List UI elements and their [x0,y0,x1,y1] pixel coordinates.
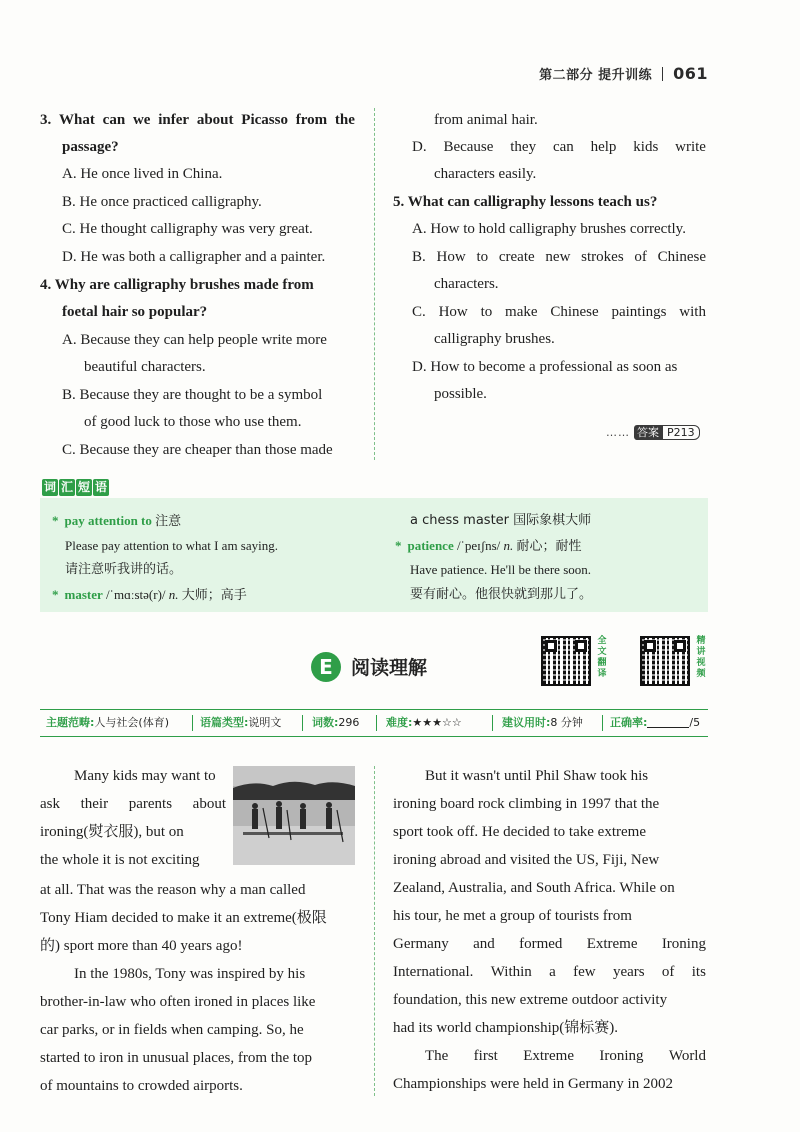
option-3b: B. He once practiced calligraphy. [62,194,262,210]
passage-left-line: of mountains to crowded airports. [40,1078,243,1094]
info-divider [192,715,193,731]
vocab-entry-master: * master /ˈmɑːstə(r)/ n. 大师；高手 [52,587,247,603]
option-5d-line-1: D. How to become a professional as soon as [412,359,678,375]
option-3c: C. He thought calligraphy was very great. [62,221,313,237]
passage-left-line: 的) sport more than 40 years ago! [40,938,243,954]
info-divider [602,715,603,731]
column-divider-top [374,108,375,460]
vocab-example-1-cn: 请注意听我讲的话。 [65,562,183,577]
question-4-line-2: foetal hair so popular? [62,304,208,320]
answer-page: P213 [662,425,700,440]
passage-left-line: car parks, or in fields when camping. So, he [40,1022,304,1038]
vocab-tag-char: 汇 [60,480,73,494]
vocab-entry-pay-attention: * pay attention to 注意 [52,513,182,529]
qr-code-icon[interactable] [541,636,591,686]
passage-left-line: started to iron in unusual places, from the top [40,1050,313,1066]
option-4d-line-1: D. Because they can help kids write [412,139,706,155]
vocab-tag [42,479,110,496]
passage-right-line: sport took off. He decided to take extreme [393,824,646,840]
option-4c-line-2: from animal hair. [434,112,538,128]
option-4b-line-2: of good luck to those who use them. [84,414,302,430]
passage-right-line: Germany and formed Extreme Ironing [393,936,706,952]
answer-dots: …… [606,426,630,439]
question-5: 5. What can calligraphy lessons teach us? [393,194,658,210]
qr-code-icon[interactable] [640,636,690,686]
vocab-example-master: a chess master 国际象棋大师 [410,513,592,528]
vocab-tag-char: 短 [77,480,90,494]
passage-right-line: The first Extreme Ironing World [425,1048,706,1064]
passage-right-line: his tour, he met a group of tourists from [393,908,632,924]
accuracy-blank[interactable] [647,715,689,728]
info-words: 词数:296 [312,716,360,729]
extreme-ironing-photo [233,766,355,865]
qr-translation-label: 全 文 翻 译 [597,636,607,679]
info-divider [492,715,493,731]
page-header [539,64,708,83]
question-3-line-2: passage? [62,139,119,155]
info-type: 语篇类型:说明文 [200,716,282,729]
vocab-example-3: Have patience. He'll be there soon. [410,562,592,577]
option-5c-line-1: C. How to make Chinese paintings with [412,304,706,320]
passage-right-line: foundation, this new extreme outdoor activity [393,992,668,1008]
passage-right-line: International. Within a few years of its [393,964,706,980]
passage-right-line: ironing board rock climbing in 1997 that the [393,796,660,812]
header-divider [662,67,663,81]
passage-right-line: had its world championship(锦标赛). [393,1020,618,1036]
answer-reference[interactable] [606,424,700,440]
passage-right-line: ironing abroad and visited the US, Fiji, New [393,852,660,868]
passage-left-line: at all. That was the reason why a man called [40,882,306,898]
passage-left-short-4: the whole it is not exciting [40,852,200,868]
passage-right-line: But it wasn't until Phil Shaw took his [425,768,649,784]
passage-left-line: In the 1980s, Tony was inspired by his [74,966,306,982]
info-divider [302,715,303,731]
option-5c-line-2: calligraphy brushes. [434,331,555,347]
passage-left-short-3: ironing(熨衣服), but on [40,824,184,840]
option-4b-line-1: B. Because they are thought to be a symbol [62,387,323,403]
passage-right-line: Championships were held in Germany in 2002 [393,1076,673,1092]
passage-right-line: Zealand, Australia, and South Africa. While on [393,880,675,896]
column-divider-bottom [374,766,375,1096]
question-3-line-1: 3. What can we infer about Picasso from the [40,112,355,128]
option-5b-line-2: characters. [434,276,499,292]
info-accuracy: 正确率: /5 [610,716,701,729]
option-3a: A. He once lived in China. [62,166,223,182]
info-difficulty: 难度:★★★☆☆ [386,716,462,729]
passage-left-line: Tony Hiam decided to make it an extreme(极限 [40,910,327,926]
option-5d-line-2: possible. [434,386,487,402]
section-title: 阅读理解 [351,657,428,679]
passage-left-short-1: Many kids may want to [74,768,216,784]
option-5a: A. How to hold calligraphy brushes correctly. [412,221,686,237]
info-divider [376,715,377,731]
option-4a-line-1: A. Because they can help people write more [62,332,327,348]
vocab-example-3-cn: 要有耐心。他很快就到那儿了。 [410,587,593,602]
option-4c-line-1: C. Because they are cheaper than those made [62,442,333,458]
option-5b-line-1: B. How to create new strokes of Chinese [412,249,706,265]
vocab-entry-patience: * patience /ˈpeɪʃns/ n. 耐心；耐性 [395,538,582,554]
info-time: 建议用时:8 分钟 [502,716,583,729]
qr-video-label: 精 讲 视 频 [696,636,706,679]
header-section: 第二部分 提升训练 [539,68,653,83]
vocab-tag-char: 语 [94,480,107,494]
info-theme: 主题范畴:人与社会(体育) [46,716,169,729]
section-letter-badge: E [311,652,341,682]
option-4a-line-2: beautiful characters. [84,359,206,375]
question-4-line-1: 4. Why are calligraphy brushes made from [40,277,314,293]
option-4d-line-2: characters easily. [434,166,537,182]
passage-left-line: brother-in-law who often ironed in places like [40,994,316,1010]
option-3d: D. He was both a calligrapher and a painter. [62,249,326,265]
passage-info-bar [40,709,708,737]
page-number: 061 [673,64,708,83]
vocab-tag-char: 词 [43,480,56,494]
answer-label: 答案 [634,425,662,440]
passage-left-short-2: ask their parents about [40,796,226,812]
vocab-example-1: Please pay attention to what I am saying. [65,538,279,553]
